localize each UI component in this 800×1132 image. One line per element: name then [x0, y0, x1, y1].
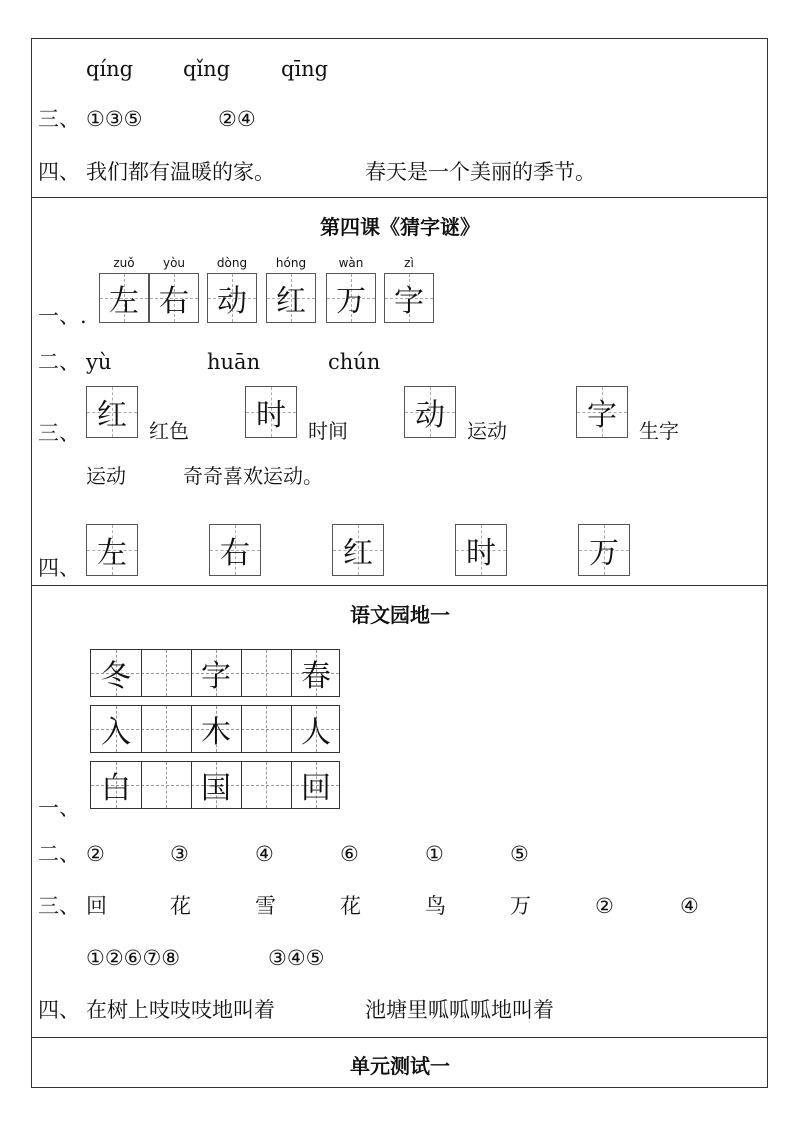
answer-item: ② [595, 894, 614, 918]
word-answer: 生字 [639, 419, 679, 443]
grid-char: 人 [301, 715, 331, 750]
char-box: 右 [209, 524, 261, 576]
answer-sentence: 在树上吱吱吱地叫着 [86, 998, 275, 1022]
answer-item: ③ [170, 842, 189, 866]
section-title: 第四课《猜字谜》 [320, 215, 480, 239]
answer-item: ② [86, 842, 105, 866]
word-answer: 时间 [308, 419, 348, 443]
answer-sentence: 池塘里呱呱呱地叫着 [365, 998, 554, 1022]
char-box: 右 [149, 273, 199, 323]
answer-text: ①③⑤ [86, 107, 143, 131]
char-box: 左 [86, 524, 138, 576]
grid-char: 木 [201, 715, 231, 750]
question-label: 三、 [38, 107, 80, 131]
question-label: 一、. [38, 304, 87, 328]
char-box: 万 [326, 273, 376, 323]
answer-item: ③④⑤ [268, 946, 325, 970]
char-box: 动 [207, 273, 257, 323]
char-box: 红 [266, 273, 316, 323]
char-grid-row [90, 761, 340, 809]
answer-item: 万 [510, 894, 531, 918]
grid-char: 国 [201, 771, 231, 806]
question-label: 四、 [38, 998, 80, 1022]
answer-item: 花 [170, 894, 191, 918]
answer-sentence: 奇奇喜欢运动。 [183, 464, 323, 488]
answer-sentence: 春天是一个美丽的季节。 [365, 160, 596, 184]
grid-char: 入 [101, 715, 131, 750]
answer-item: ④ [680, 894, 699, 918]
char-box: 时 [455, 524, 507, 576]
answer-item: 回 [86, 894, 107, 918]
divider [31, 1037, 768, 1038]
question-label: 二、 [38, 842, 80, 866]
pinyin-answer: yù [86, 350, 112, 374]
answer-item: ⑤ [510, 842, 529, 866]
pinyin-label: dòng [216, 256, 248, 270]
char-box: 时 [245, 386, 297, 438]
answer-item: ④ [255, 842, 274, 866]
word-answer: 红色 [149, 419, 189, 443]
char-box: 字 [384, 273, 434, 323]
answer-item: 鸟 [425, 894, 446, 918]
answer-item: ①②⑥⑦⑧ [86, 946, 181, 970]
answer-text: ②④ [218, 107, 256, 131]
answer-frame [31, 38, 768, 1088]
pinyin-label: zuǒ [113, 256, 135, 270]
char-box: 动 [404, 386, 456, 438]
word-answer: 运动 [467, 419, 507, 443]
char-grid-row [90, 705, 340, 753]
grid-char: 回 [301, 771, 331, 806]
pinyin-answer: chún [328, 350, 381, 374]
answer-item: ① [425, 842, 444, 866]
grid-char: 字 [201, 659, 231, 694]
question-label: 三、 [38, 894, 80, 918]
pinyin-answer: qíng [86, 57, 134, 81]
question-label: 四、 [38, 556, 80, 580]
grid-char: 春 [301, 659, 331, 694]
question-label: 三、 [38, 421, 80, 445]
grid-char: 白 [101, 771, 131, 806]
pinyin-label: wàn [338, 256, 364, 270]
section-title: 语文园地一 [350, 603, 450, 627]
question-label: 二、 [38, 350, 80, 374]
char-box: 红 [332, 524, 384, 576]
pinyin-answer: qǐng [183, 57, 231, 81]
question-label: 四、 [38, 160, 80, 184]
word-answer: 运动 [86, 464, 126, 488]
pinyin-answer: qīng [281, 57, 329, 81]
divider [31, 585, 768, 586]
pinyin-answer: huān [207, 350, 261, 374]
answer-item: 雪 [255, 894, 276, 918]
answer-sentence: 我们都有温暖的家。 [86, 160, 275, 184]
section-title: 单元测试一 [350, 1054, 450, 1078]
answer-item: ⑥ [340, 842, 359, 866]
char-box: 万 [578, 524, 630, 576]
grid-char: 冬 [101, 659, 131, 694]
char-grid-row [90, 649, 340, 697]
answer-item: 花 [340, 894, 361, 918]
question-label: 一、 [38, 796, 80, 820]
char-box: 左 [99, 273, 149, 323]
pinyin-label: zì [404, 256, 414, 270]
char-box: 红 [86, 386, 138, 438]
char-box: 字 [576, 386, 628, 438]
divider [31, 197, 768, 198]
pinyin-label: yòu [162, 256, 186, 270]
pinyin-label: hóng [275, 256, 307, 270]
